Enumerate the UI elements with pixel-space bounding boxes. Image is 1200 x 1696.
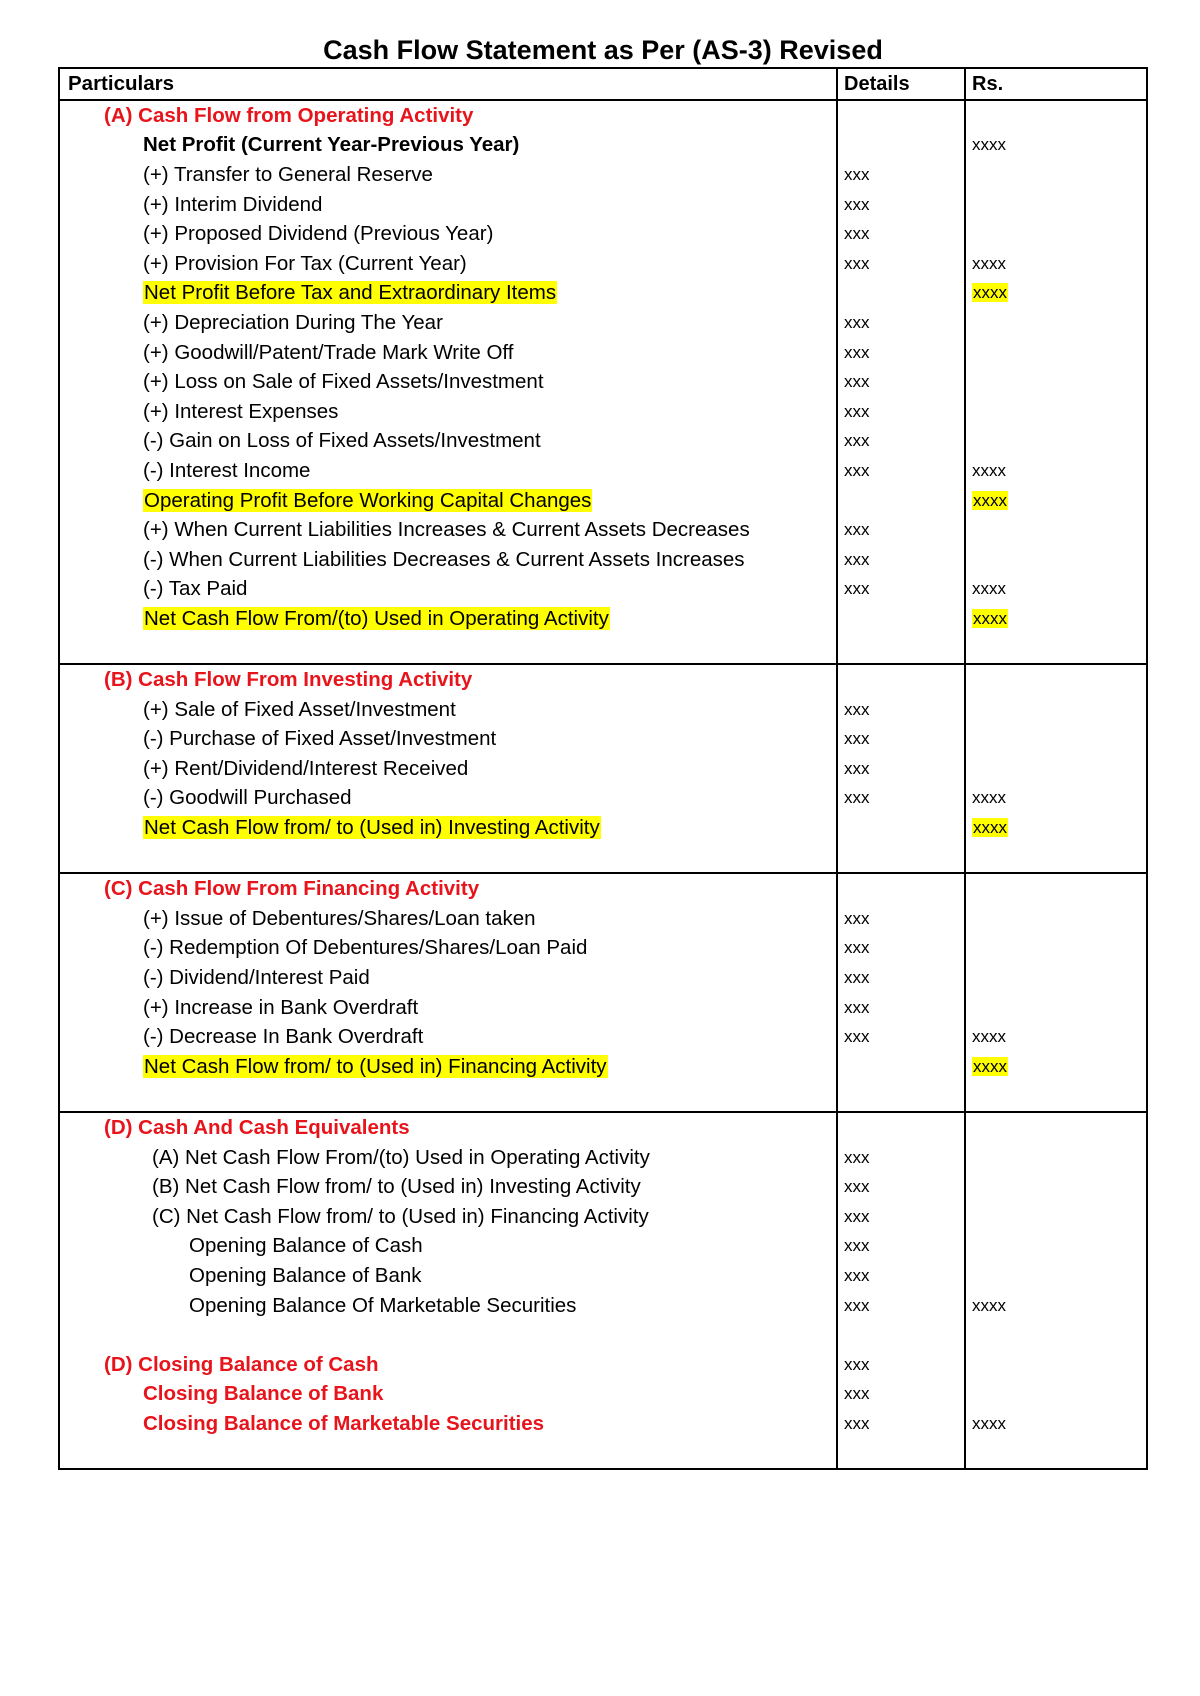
table-row: (+) Provision For Tax (Current Year) xxx xxxx [143, 251, 1006, 275]
table-row: (+) Interim Dividend xxx [143, 192, 870, 216]
document-title: Cash Flow Statement as Per (AS-3) Revised [323, 35, 883, 65]
total-row: Net Cash Flow from/ to (Used in) Investing Activity xxxx [144, 816, 1007, 840]
table-row: Net Profit (Current Year-Previous Year) xxxx [143, 133, 1006, 157]
table-row: (+) Transfer to General Reserve xxx [143, 162, 870, 186]
blank-row [60, 1320, 1146, 1350]
table-row: (+) Loss on Sale of Fixed Assets/Investment xxx [143, 370, 870, 394]
closing-row: (D) Closing Balance of Cash xxx [104, 1352, 870, 1376]
section-spacer [60, 634, 1146, 666]
table-row: (+) Depreciation During The Year xxx [143, 310, 870, 334]
table-row: (-) Redemption Of Debentures/Shares/Loan Paid xxx [143, 936, 870, 960]
table-row: (+) Proposed Dividend (Previous Year) xxx [143, 222, 870, 246]
table-row: (-) Goodwill Purchased xxx xxxx [143, 786, 1006, 810]
subtotal-row: Operating Profit Before Working Capital Changes xxxx [144, 488, 1007, 512]
table-row: (-) Gain on Loss of Fixed Assets/Investment xxx [143, 429, 870, 453]
table-row: Opening Balance of Cash xxx [189, 1234, 870, 1258]
closing-row: Closing Balance of Marketable Securities xxx xxxx [143, 1411, 1006, 1435]
table-row: (+) Sale of Fixed Asset/Investment xxx [143, 697, 870, 721]
table-row: (+) Issue of Debentures/Shares/Loan taken xxx [143, 906, 870, 930]
total-row: Net Cash Flow from/ to (Used in) Financing Activity xxxx [144, 1054, 1007, 1078]
section-spacer [60, 843, 1146, 875]
table-row: (-) When Current Liabilities Decreases & Current Assets Increases xxx [143, 547, 870, 571]
table-row: (+) Interest Expenses xxx [143, 399, 870, 423]
section-spacer [60, 1082, 1146, 1114]
section-d-heading: (D) Cash And Cash Equivalents [104, 1115, 410, 1139]
table-row: (-) Decrease In Bank Overdraft xxx xxxx [143, 1025, 1006, 1049]
header-particulars: Particulars [68, 72, 174, 95]
table-row: Opening Balance of Bank xxx [189, 1263, 870, 1287]
table-row: (B) Net Cash Flow from/ to (Used in) Investing Activity xxx [152, 1175, 870, 1199]
total-row: Net Cash Flow From/(to) Used in Operating Activity xxxx [144, 606, 1007, 630]
header-rs: Rs. [972, 72, 1004, 95]
table-row: (-) Tax Paid xxx xxxx [143, 577, 1006, 601]
table-row: (+) Rent/Dividend/Interest Received xxx [143, 756, 870, 780]
subtotal-row: Net Profit Before Tax and Extraordinary Items xxxx [144, 281, 1007, 305]
table-row: (+) Goodwill/Patent/Trade Mark Write Off xxx [143, 340, 870, 364]
section-a-heading: (A) Cash Flow from Operating Activity [104, 103, 474, 127]
table-row: (+) When Current Liabilities Increases & Current Assets Decreases xxx [143, 518, 870, 542]
section-b-heading: (B) Cash Flow From Investing Activity [104, 668, 473, 692]
table-row: (-) Purchase of Fixed Asset/Investment xxx [143, 727, 870, 751]
section-c-heading: (C) Cash Flow From Financing Activity [104, 877, 480, 901]
table-row: Opening Balance Of Marketable Securities xxx xxxx [189, 1293, 1006, 1317]
table-row: (A) Net Cash Flow From/(to) Used in Operating Activity xxx [152, 1145, 870, 1169]
blank-row [60, 1439, 1146, 1469]
closing-row: Closing Balance of Bank xxx [143, 1382, 870, 1406]
header-details: Details [844, 72, 910, 95]
cash-flow-table [58, 67, 1148, 1470]
table-row: (+) Increase in Bank Overdraft xxx [143, 995, 870, 1019]
table-row: (-) Dividend/Interest Paid xxx [143, 966, 870, 990]
table-row: (C) Net Cash Flow from/ to (Used in) Financing Activity xxx [152, 1204, 870, 1228]
table-row: (-) Interest Income xxx xxxx [143, 458, 1006, 482]
table-header [60, 69, 1146, 101]
